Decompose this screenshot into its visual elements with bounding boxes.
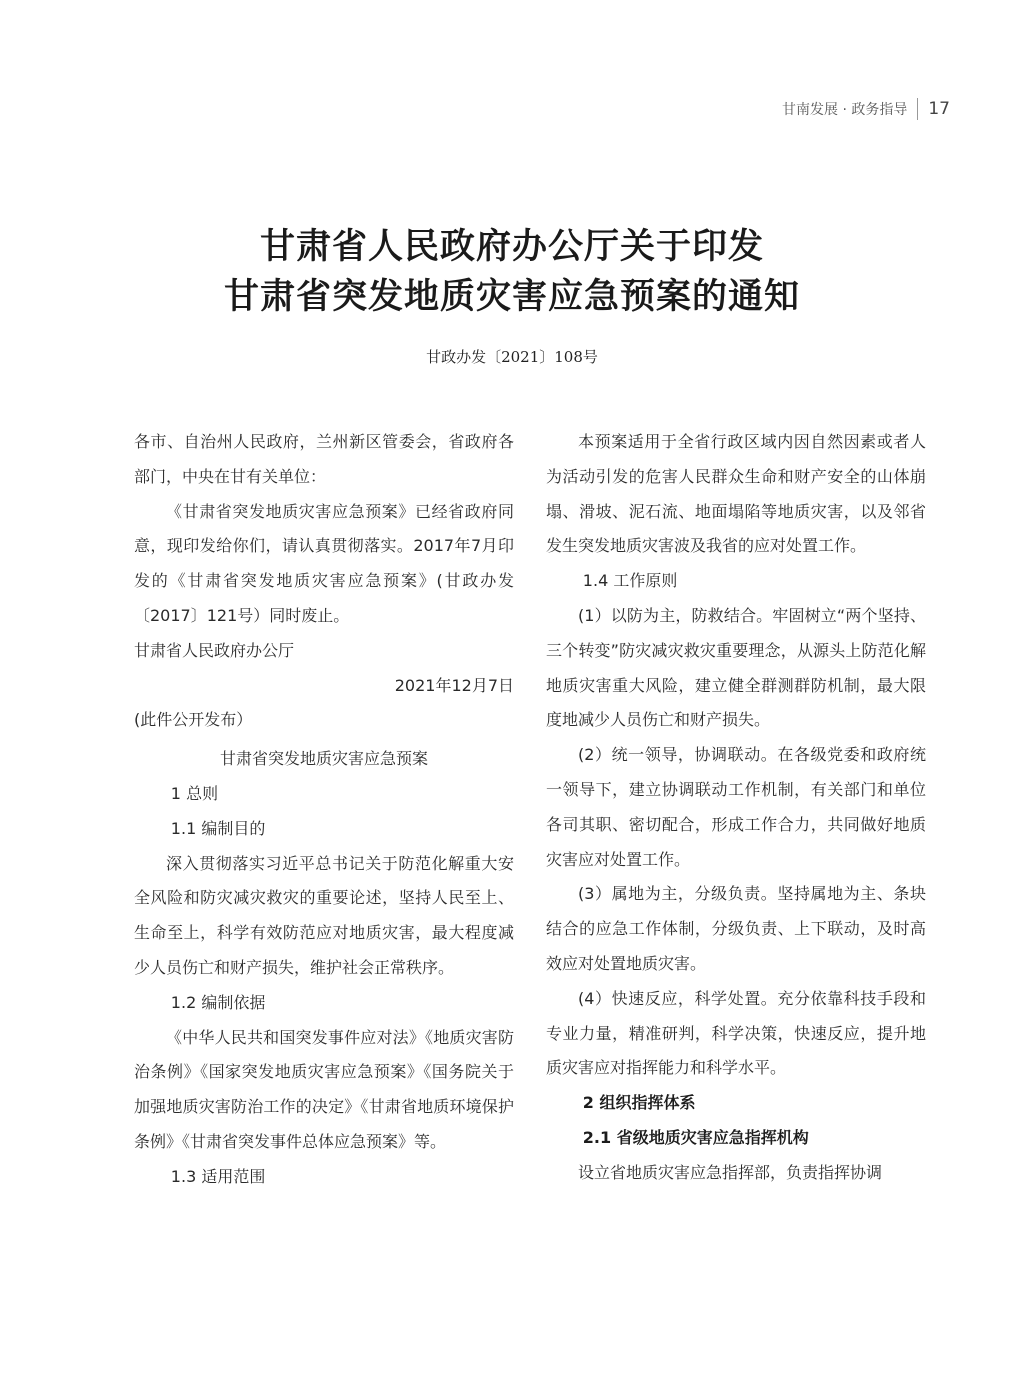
section-heading: 1.4 工作原则	[582, 571, 678, 591]
section-heading: 1.1 编制目的	[170, 818, 266, 838]
running-header	[782, 98, 950, 120]
publication-note: (此件公开发布）	[134, 710, 253, 730]
issuer: 甘肃省人民政府办公厅	[134, 640, 295, 660]
document-title	[0, 222, 1024, 322]
left-column	[134, 425, 514, 1195]
section-heading: 1 总则	[170, 783, 219, 803]
journal-name: 甘南发展 · 政务指导	[782, 102, 908, 118]
paragraph: 深入贯彻落实习近平总书记关于防范化解重大安全风险和防灾减灾救灾的重要论述，坚持人民至上、生命至上，科学有效防范应对地质灾害，最大程度减少人员伤亡和财产损失，维护社会正常秩序。	[134, 853, 514, 977]
right-column	[546, 425, 926, 1191]
title-line-2: 甘肃省突发地质灾害应急预案的通知	[223, 276, 800, 317]
paragraph: (4）快速反应，科学处置。充分依靠科技手段和专业力量，精准研判，科学决策，快速反应，提升地质灾害应对指挥能力和科学水平。	[546, 988, 926, 1078]
section-heading: 1.2 编制依据	[170, 992, 266, 1012]
addressee: 各市、自治州人民政府，兰州新区管委会，省政府各部门，中央在甘有关单位：	[134, 432, 514, 486]
paragraph: 《中华人民共和国突发事件应对法》《地质灾害防治条例》《国家突发地质灾害应急预案》《国务院关于加强地质灾害防治工作的决定》《甘肃省地质环境保护条例》《甘肃省突发事件总体应急预案》等。	[134, 1027, 514, 1151]
plan-title: 甘肃省突发地质灾害应急预案	[219, 749, 428, 769]
issue-date: 2021年12月7日	[394, 675, 514, 695]
paragraph: 设立省地质灾害应急指挥部，负责指挥协调	[578, 1162, 883, 1182]
paragraph: (3）属地为主，分级负责。坚持属地为主、条块结合的应急工作体制，分级负责、上下联动，及时高效应对处置地质灾害。	[546, 884, 926, 973]
title-line-1: 甘肃省人民政府办公厅关于印发	[259, 226, 764, 267]
paragraph: (2）统一领导，协调联动。在各级党委和政府统一领导下，建立协调联动工作机制，有关部门和单位各司其职、密切配合，形成工作合力，共同做好地质灾害应对处置工作。	[546, 745, 926, 869]
notice-body: 《甘肃省突发地质灾害应急预案》已经省政府同意，现印发给你们，请认真贯彻落实。2017年7月印发的《甘肃省突发地质灾害应急预案》(甘政办发〔2017〕121号）同时废止。	[134, 501, 514, 625]
document-number: 甘政办发〔2021〕108号	[426, 348, 598, 366]
paragraph: (1）以防为主，防救结合。牢固树立“两个坚持、三个转变”防灾减灾救灾重要理念，从源头上防范化解地质灾害重大风险，建立健全群测群防机制，最大限度地减少人员伤亡和财产损失。	[546, 605, 926, 730]
section-heading: 2.1 省级地质灾害应急指挥机构	[582, 1127, 809, 1147]
header-divider	[917, 98, 918, 120]
paragraph: 本预案适用于全省行政区域内因自然因素或者人为活动引发的危害人民群众生命和财产安全的山体崩塌、滑坡、泥石流、地面塌陷等地质灾害，以及邻省发生突发地质灾害波及我省的应对处置工作。	[546, 432, 926, 556]
section-heading: 2 组织指挥体系	[582, 1093, 696, 1113]
page-number: 17	[928, 99, 950, 119]
section-heading: 1.3 适用范围	[170, 1166, 266, 1186]
